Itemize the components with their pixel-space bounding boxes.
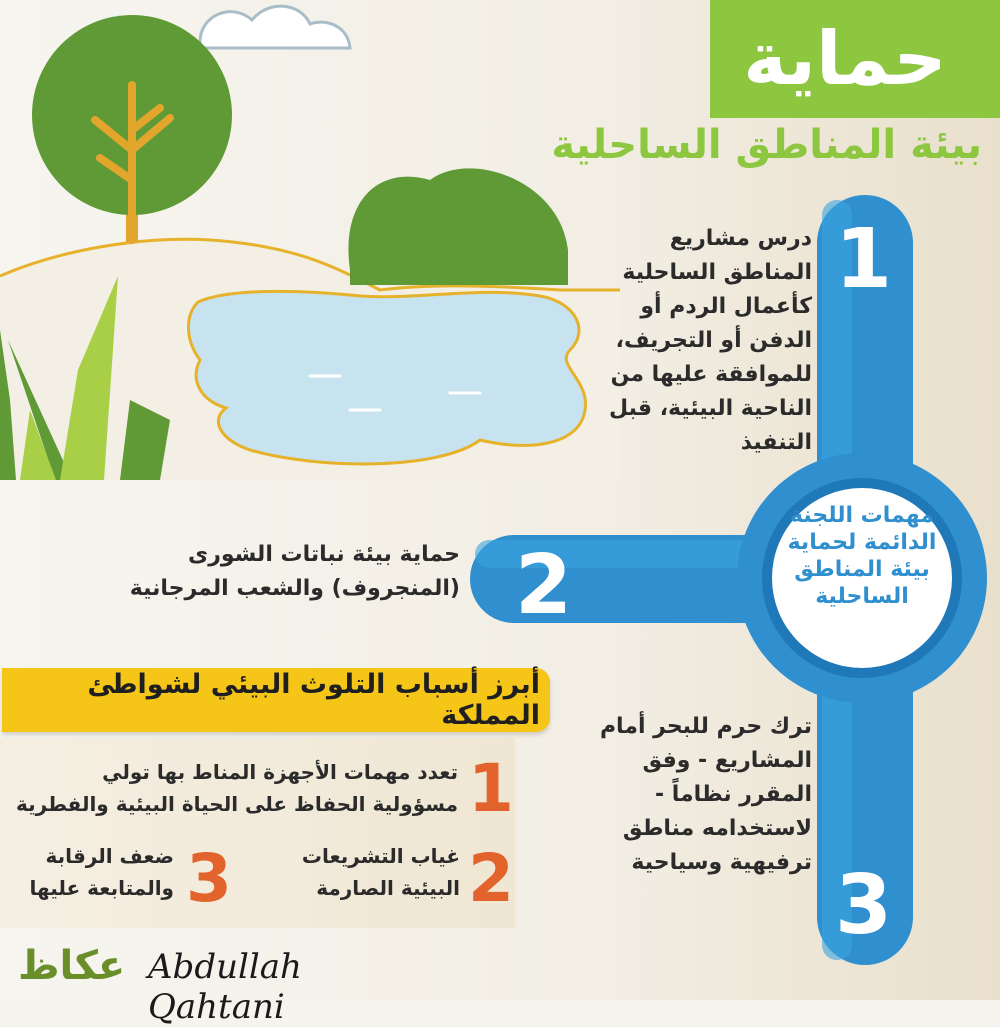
cause-number-1: 1 (468, 750, 514, 827)
page-subtitle: بيئة المناطق الساحلية (551, 122, 982, 168)
task-number-2: 2 (515, 538, 573, 633)
okaz-logo: عكاظ (18, 943, 126, 989)
task-text-1: درس مشاريع المناطق الساحلية كأعمال الردم أو الدفن أو التجريف، للموافقة عليها من الناحية البيئية، قبل التنفيذ (609, 226, 812, 455)
causes-heading: أبرز أسباب التلوث البيئي لشواطئ المملكة (87, 669, 540, 731)
cause-number-3: 3 (186, 840, 232, 917)
cause-text-2: غياب التشريعات البيئية الصارمة (301, 844, 460, 900)
causes-banner (2, 668, 550, 732)
author-signature: Abdullah Qahtani (148, 947, 302, 1027)
task-number-3: 3 (835, 858, 893, 953)
task-text-2: حماية بيئة نباتات الشورى (المنجروف) والشعب المرجانية (129, 542, 460, 601)
cause-text-1: تعدد مهمات الأجهزة المناط بها تولي مسؤولية الحفاظ على الحياة البيئية والفطرية (15, 760, 458, 816)
footer (0, 935, 420, 1027)
task-text-3: ترك حرم للبحر أمام المشاريع - وفق المقرر نظاماً - لاستخدامه مناطق ترفيهية وسياحية (599, 714, 812, 875)
cause-text-3: ضعف الرقابة والمتابعة عليها (29, 844, 174, 900)
cause-number-2: 2 (468, 840, 514, 917)
task-number-1: 1 (835, 212, 893, 307)
page-title: حماية (743, 16, 947, 102)
center-label: مهمات اللجنة الدائمة لحماية بيئة المناطق الساحلية (787, 503, 937, 609)
